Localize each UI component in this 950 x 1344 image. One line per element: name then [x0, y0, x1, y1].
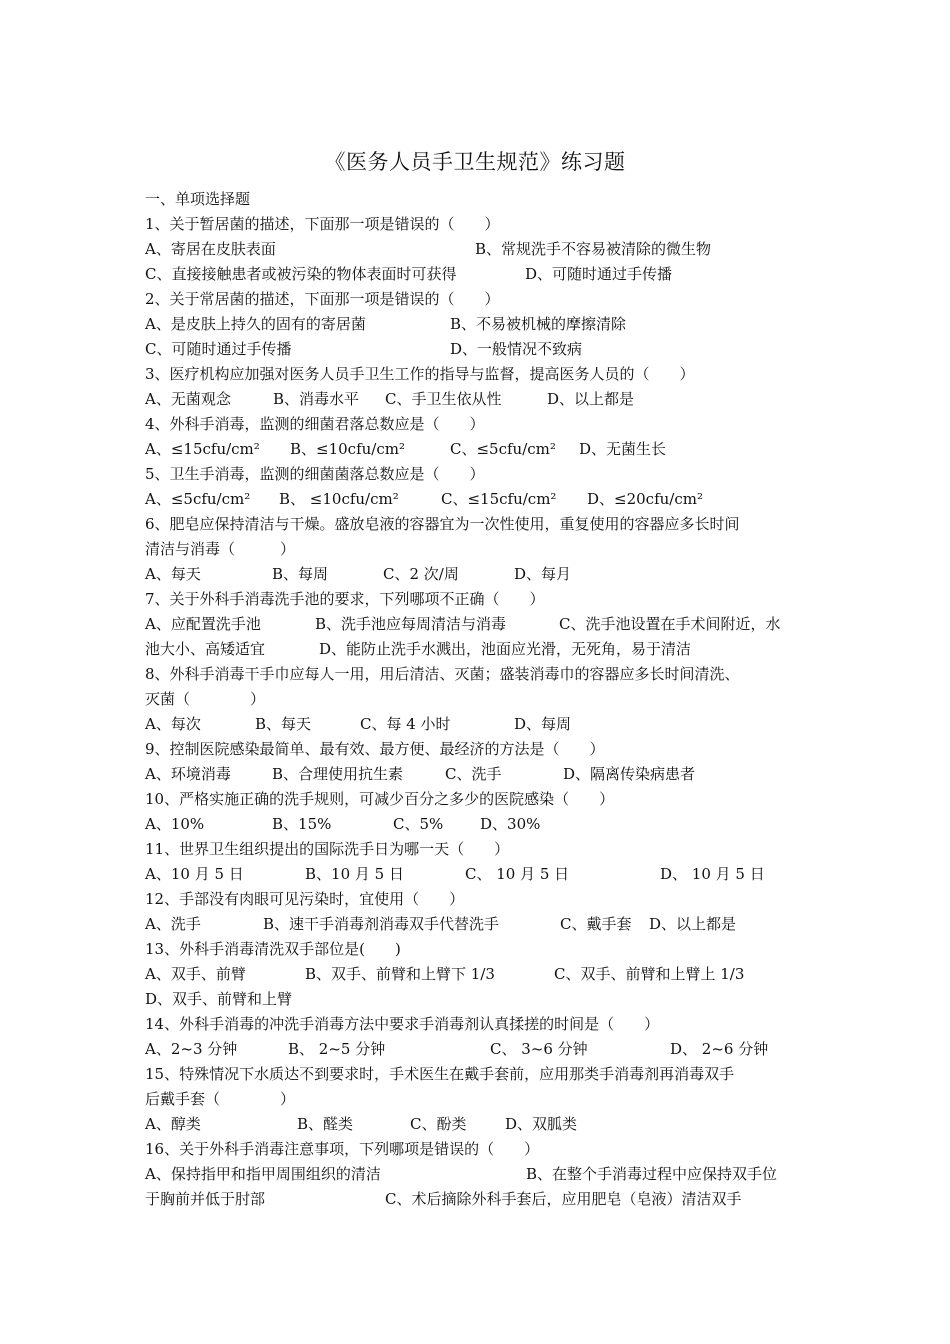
question-5-stem: 5、卫生手消毒，监测的细菌菌落总数应是（ ）: [145, 465, 485, 483]
q13-option-b: B、双手、前臂和上臂下 1/3: [305, 965, 495, 983]
q9-option-b: B、合理使用抗生素: [272, 765, 404, 783]
q14-option-d: D、 2~6 分钟: [670, 1040, 769, 1058]
q7-option-b: B、洗手池应每周清洁与消毒: [315, 615, 507, 633]
question-7-stem: 7、关于外科手消毒洗手池的要求，下列哪项不正确（ ）: [145, 590, 545, 608]
question-11-stem: 11、世界卫生组织提出的国际洗手日为哪一天（ ）: [145, 840, 510, 858]
q8-option-c: C、每 4 小时: [360, 715, 451, 733]
q2-option-a: A、是皮肤上持久的固有的寄居菌: [145, 315, 366, 333]
question-6-stem-line1: 6、肥皂应保持清洁与干燥。盛放皂液的容器宜为一次性使用，重复使用的容器应多长时间: [145, 515, 740, 533]
q9-option-c: C、洗手: [445, 765, 502, 783]
q11-option-a: A、10 月 5 日: [145, 865, 244, 883]
question-2-stem: 2、关于常居菌的描述，下面那一项是错误的（ ）: [145, 290, 500, 308]
q8-option-a: A、每次: [145, 715, 201, 733]
question-3-options: [145, 387, 810, 412]
q1-option-b: B、常规洗手不容易被清除的微生物: [475, 240, 712, 258]
question-7-options-row1: [145, 612, 810, 637]
question-9-stem: 9、控制医院感染最简单、最有效、最方便、最经济的方法是（ ）: [145, 740, 605, 758]
q4-option-c: C、≤5cfu/cm²: [450, 440, 556, 458]
question-9-options: [145, 762, 810, 787]
q16-option-a: A、保持指甲和指甲周围组织的清洁: [145, 1165, 381, 1183]
q7-option-a: A、应配置洗手池: [145, 615, 261, 633]
question-13-options-row2: [145, 987, 810, 1012]
q16-option-c: C、术后摘除外科手套后，应用肥皂（皂液）清洁双手: [385, 1190, 742, 1208]
q15-option-a: A、醇类: [145, 1115, 201, 1133]
document-title: 《医务人员手卫生规范》练习题: [324, 150, 626, 174]
question-13-options-row1: [145, 962, 810, 987]
question-10-stem: 10、严格实施正确的洗手规则，可减少百分之多少的医院感染（ ）: [145, 790, 615, 808]
q8-option-d: D、每周: [514, 715, 572, 733]
question-15-stem-line2: 后戴手套（ ）: [145, 1090, 296, 1108]
q12-option-d: D、以上都是: [649, 915, 737, 933]
question-2-options-row1: [145, 312, 810, 337]
question-15-stem-line1: 15、特殊情况下水质达不到要求时，手术医生在戴手套前，应用那类手消毒剂再消毒双手: [145, 1065, 735, 1083]
question-12-stem: 12、手部没有肉眼可见污染时，宜使用（ ）: [145, 890, 465, 908]
question-4-options: [145, 437, 810, 462]
q15-option-b: B、醛类: [297, 1115, 354, 1133]
q6-option-d: D、每月: [514, 565, 572, 583]
q10-option-d: D、30%: [480, 815, 541, 833]
question-8-stem-line2: 灭菌（ ）: [145, 690, 266, 708]
q13-option-c: C、双手、前臂和上臂上 1/3: [554, 965, 745, 983]
q12-option-a: A、洗手: [145, 915, 201, 933]
q7-option-c-cont: 池大小、高矮适宜: [145, 640, 266, 658]
question-6-stem-line2: 清洁与消毒（ ）: [145, 540, 296, 558]
question-8-stem-line1: 8、外科手消毒干手巾应每人一用，用后清洁、灭菌；盛装消毒巾的容器应多长时间清洗、: [145, 665, 740, 683]
q10-option-b: B、15%: [272, 815, 332, 833]
question-6-options: [145, 562, 810, 587]
q2-option-d: D、一般情况不致病: [450, 340, 583, 358]
q12-option-b: B、速干手消毒剂消毒双手代替洗手: [263, 915, 500, 933]
q6-option-c: C、2 次/周: [383, 565, 459, 583]
question-15-options: [145, 1112, 810, 1137]
q1-option-a: A、寄居在皮肤表面: [145, 240, 276, 258]
question-11-options: [145, 862, 810, 887]
q10-option-a: A、10%: [145, 815, 205, 833]
question-14-stem: 14、外科手消毒的冲洗手消毒方法中要求手消毒剂认真揉搓的时间是（ ）: [145, 1015, 660, 1033]
question-1-options-row2: [145, 262, 810, 287]
question-2-options-row2: [145, 337, 810, 362]
q1-option-c: C、直接接触患者或被污染的物体表面时可获得: [145, 265, 457, 283]
q13-option-d: D、双手、前臂和上臂: [145, 990, 293, 1008]
q9-option-a: A、环境消毒: [145, 765, 231, 783]
q14-option-b: B、 2~5 分钟: [288, 1040, 386, 1058]
q14-option-a: A、2~3 分钟: [145, 1040, 238, 1058]
q4-option-d: D、无菌生长: [579, 440, 667, 458]
q9-option-d: D、隔离传染病患者: [563, 765, 696, 783]
q7-option-d: D、能防止洗手水溅出，池面应光滑，无死角，易于清洁: [319, 640, 692, 658]
q5-option-d: D、≤20cfu/cm²: [587, 490, 703, 508]
q8-option-b: B、每天: [255, 715, 312, 733]
question-16-stem: 16、关于外科手消毒注意事项，下列哪项是错误的（ ）: [145, 1140, 540, 1158]
question-1-stem: 1、关于暂居菌的描述，下面那一项是错误的（ ）: [145, 215, 500, 233]
question-16-options-row1: [145, 1162, 810, 1187]
q2-option-b: B、不易被机械的摩擦清除: [450, 315, 627, 333]
q7-option-c: C、洗手池设置在手术间附近，水: [559, 615, 781, 633]
q5-option-b: B、 ≤10cfu/cm²: [279, 490, 399, 508]
question-13-stem: 13、外科手消毒清洗双手部位是( ): [145, 940, 401, 958]
q16-option-b: B、在整个手消毒过程中应保持双手位: [526, 1165, 778, 1183]
question-1-options-row1: [145, 237, 810, 262]
section-heading: 一、单项选择题: [145, 190, 251, 208]
question-16-options-row2: [145, 1187, 810, 1212]
question-12-options: [145, 912, 810, 937]
q6-option-b: B、每周: [272, 565, 329, 583]
question-14-options: [145, 1037, 810, 1062]
q6-option-a: A、每天: [145, 565, 201, 583]
q13-option-a: A、双手、前臂: [145, 965, 246, 983]
q15-option-d: D、双胍类: [505, 1115, 578, 1133]
q3-option-d: D、以上都是: [547, 390, 635, 408]
q12-option-c: C、戴手套: [560, 915, 632, 933]
q5-option-c: C、≤15cfu/cm²: [441, 490, 557, 508]
q5-option-a: A、≤5cfu/cm²: [145, 490, 251, 508]
q11-option-c: C、 10 月 5 日: [465, 865, 570, 883]
q4-option-a: A、≤15cfu/cm²: [145, 440, 260, 458]
q11-option-d: D、 10 月 5 日: [660, 865, 765, 883]
q2-option-c: C、可随时通过手传播: [145, 340, 292, 358]
question-10-options: [145, 812, 810, 837]
q16-option-b-cont: 于胸前并低于肘部: [145, 1190, 266, 1208]
question-5-options: [145, 487, 810, 512]
q11-option-b: B、10 月 5 日: [305, 865, 404, 883]
q10-option-c: C、5%: [393, 815, 444, 833]
q3-option-a: A、无菌观念: [145, 390, 231, 408]
question-list: [145, 187, 810, 1212]
question-8-options: [145, 712, 810, 737]
question-7-options-row2: [145, 637, 810, 662]
q3-option-c: C、手卫生依从性: [385, 390, 502, 408]
q4-option-b: B、≤10cfu/cm²: [290, 440, 405, 458]
q3-option-b: B、消毒水平: [273, 390, 360, 408]
q14-option-c: C、 3~6 分钟: [490, 1040, 588, 1058]
question-4-stem: 4、外科手消毒，监测的细菌君落总数应是（ ）: [145, 415, 485, 433]
q15-option-c: C、酚类: [410, 1115, 467, 1133]
question-3-stem: 3、医疗机构应加强对医务人员手卫生工作的指导与监督，提高医务人员的（ ）: [145, 365, 695, 383]
q1-option-d: D、可随时通过手传播: [525, 265, 673, 283]
